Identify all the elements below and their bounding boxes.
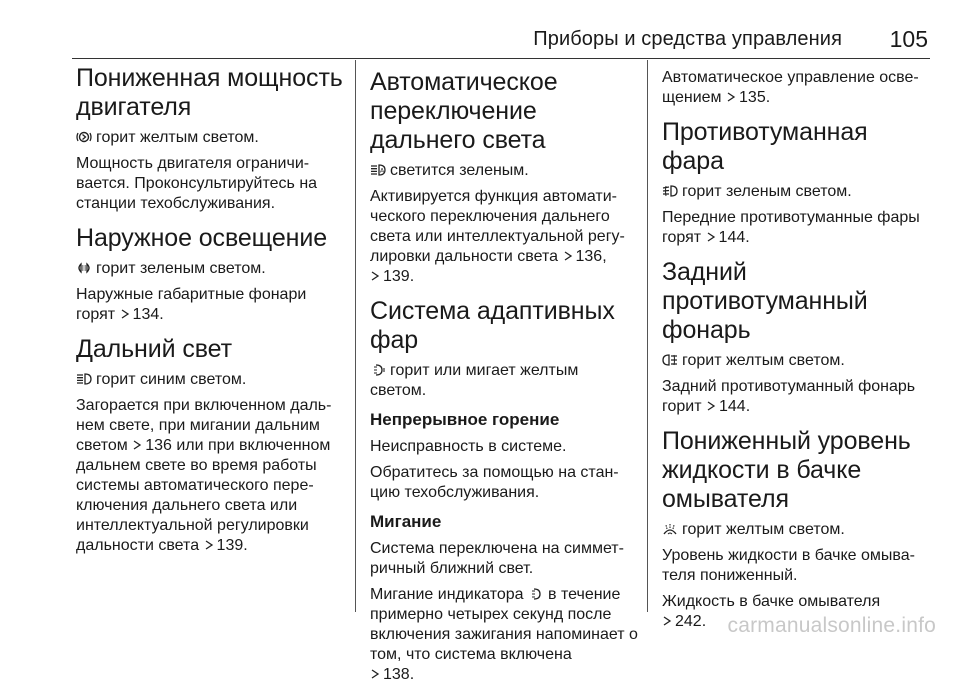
washer-fluid-icon (662, 522, 678, 536)
section-adaptive-headlights (370, 297, 638, 685)
section-title: Наружное освещение (76, 224, 328, 252)
section-exterior-lights (76, 224, 346, 325)
section-title: Дальний свет (76, 335, 232, 363)
section-rear-fog-light (662, 258, 936, 417)
column-3 (662, 62, 936, 642)
status-line: горит желтым светом. (662, 351, 936, 371)
auto-high-beam-icon (370, 163, 386, 177)
body-text: Автоматическое управление осве-щением 135. (662, 69, 919, 106)
high-beam-icon (76, 372, 92, 386)
section-title: Автоматическое переключение дальнего света (370, 68, 558, 154)
body-text: Задний противотуманный фонарь горит 144. (662, 378, 916, 415)
page-reference-icon (370, 270, 380, 282)
section-title: Противотуманная фара (662, 118, 868, 175)
body-text: Система переключена на симмет-ричный ближний свет. (370, 540, 624, 577)
page-reference-icon (370, 668, 380, 680)
engine-power-icon (76, 130, 92, 144)
subsection-title: Мигание (370, 512, 442, 531)
status-line: горит синим светом. (76, 370, 346, 390)
adaptive-headlight-icon (528, 587, 544, 601)
status-line: горит зеленым светом. (662, 182, 936, 202)
section-engine-power (76, 64, 346, 214)
section-title: Система адаптивных фар (370, 297, 615, 354)
status-line: горит зеленым светом. (76, 259, 346, 279)
section-title: Пониженная мощность двигателя (76, 64, 343, 121)
adaptive-headlight-icon (370, 363, 386, 377)
page-reference-icon (706, 231, 716, 243)
body-text: Неисправность в системе. (370, 438, 567, 455)
section-title: Задний противотуманный фонарь (662, 258, 868, 344)
page-reference-icon (563, 250, 573, 262)
header-rule (72, 58, 930, 59)
page-reference-icon (204, 539, 214, 551)
subsection-title: Непрерывное горение (370, 410, 560, 429)
status-line: горит желтым светом. (76, 128, 346, 148)
section-auto-lighting (662, 68, 936, 108)
body-text: Мигание индикатора в течение примерно четырех секунд после включения зажигания напоминает о том, что система включена 138. (370, 586, 638, 683)
body-text: Передние противотуманные фары горят 144. (662, 209, 920, 246)
section-auto-high-beam (370, 68, 638, 287)
page-title: Приборы и средства управления (533, 28, 842, 50)
body-text: Активируется функция автомати-ческого переключения дальнего света или интеллектуальной регу-лировки дальности света 136, 139. (370, 188, 625, 285)
page-header (72, 24, 930, 58)
status-line: горит желтым светом. (662, 520, 936, 540)
section-washer-fluid (662, 427, 936, 632)
body-text: Загорается при включенном даль-нем свете, при мигании дальним светом 136 или при включенном дальнем свете во время работы системы автоматического пере-ключения дальнего света или интеллектуальной регулировки дальности света 139. (76, 397, 332, 554)
section-high-beam (76, 335, 346, 556)
body-text: Уровень жидкости в бачке омыва-теля пониженный. (662, 547, 915, 584)
body-text: Мощность двигателя ограничи-вается. Проконсультируйтесь на станции техобслуживания. (76, 155, 318, 212)
body-text: Обратитесь за помощью на стан-цию техобслуживания. (370, 464, 619, 501)
page-reference-icon (120, 308, 130, 320)
front-fog-light-icon (662, 184, 678, 198)
column-divider (355, 60, 356, 612)
column-2 (370, 62, 638, 695)
status-line: горит или мигает желтым светом. (370, 362, 579, 399)
section-front-fog-light (662, 118, 936, 248)
page-reference-icon (706, 400, 716, 412)
page-reference-icon (662, 615, 672, 627)
column-divider (647, 60, 648, 612)
page-reference-icon (132, 439, 142, 451)
page-reference-icon (726, 91, 736, 103)
body-text: Наружные габаритные фонари горят 134. (76, 286, 307, 323)
page-number: 105 (889, 26, 928, 52)
svg-text:A: A (380, 167, 385, 175)
section-title: Пониженный уровень жидкости в бачке омывателя (662, 427, 911, 513)
status-line: A светится зеленым. (370, 161, 638, 181)
exterior-lights-icon (76, 261, 92, 275)
watermark: carmanualsonline.info (727, 614, 936, 637)
column-1 (76, 62, 346, 566)
body-text: Жидкость в бачке омывателя 242. (662, 593, 881, 630)
rear-fog-light-icon (662, 353, 678, 367)
